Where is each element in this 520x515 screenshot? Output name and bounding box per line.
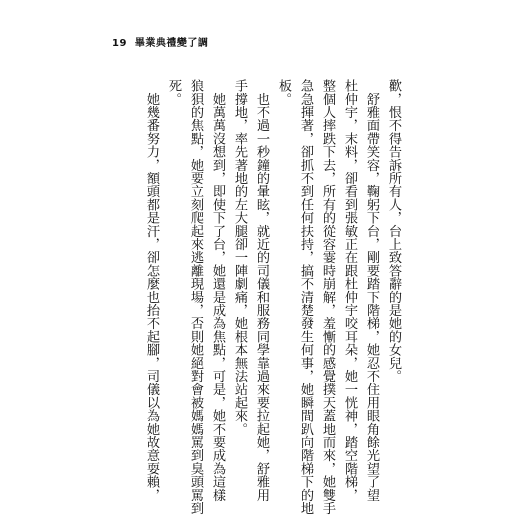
text-column: 急急揮著，卻抓不到任何扶持，搞不清楚發生何事，她瞬間趴向階梯下的地 — [298, 79, 313, 515]
text-column: 板。 — [276, 79, 291, 106]
text-column: 也不過一秒鐘的暈眩，就近的司儀和服務同學靠過來要拉起她，舒雅用 — [254, 79, 269, 502]
text-column: 她萬萬沒想到，即使下了台，她還是成為焦點，可是，她不要成為這樣 — [210, 79, 225, 502]
chapter-title: 畢業典禮變了調 — [134, 38, 209, 49]
text-column: 她幾番努力，額頭都是汗，卻怎麼也抬不起腳，司儀以為她故意耍賴， — [144, 79, 159, 502]
text-column: 手撐地，率先著地的左大腿卻一陣劇痛，她根本無法站起來。 — [232, 79, 247, 436]
text-column: 舒雅面帶笑容，鞠躬下台，剛要踏下階梯，她忍不住用眼角餘光望了望 — [364, 79, 379, 502]
text-column: 歡，恨不得告訴所有人，台上致答辭的是她的女兒。 — [386, 79, 401, 383]
text-column: 整個人摔跌下去，所有的從容霎時崩解，羞慚的感覺撲天蓋地而來，她雙手 — [320, 79, 335, 515]
text-column: 死。 — [166, 79, 181, 106]
running-header — [112, 34, 208, 49]
text-column: 杜仲宇，末料，卻看到張敏正在跟杜仲宇咬耳朵，她一恍神，踏空階梯， — [342, 79, 357, 502]
text-column: 狼狽的焦點，她要立刻爬起來逃離現場，否則她絕對會被媽媽罵到臭頭罵到 — [188, 79, 203, 515]
page-number: 19 — [112, 38, 127, 49]
